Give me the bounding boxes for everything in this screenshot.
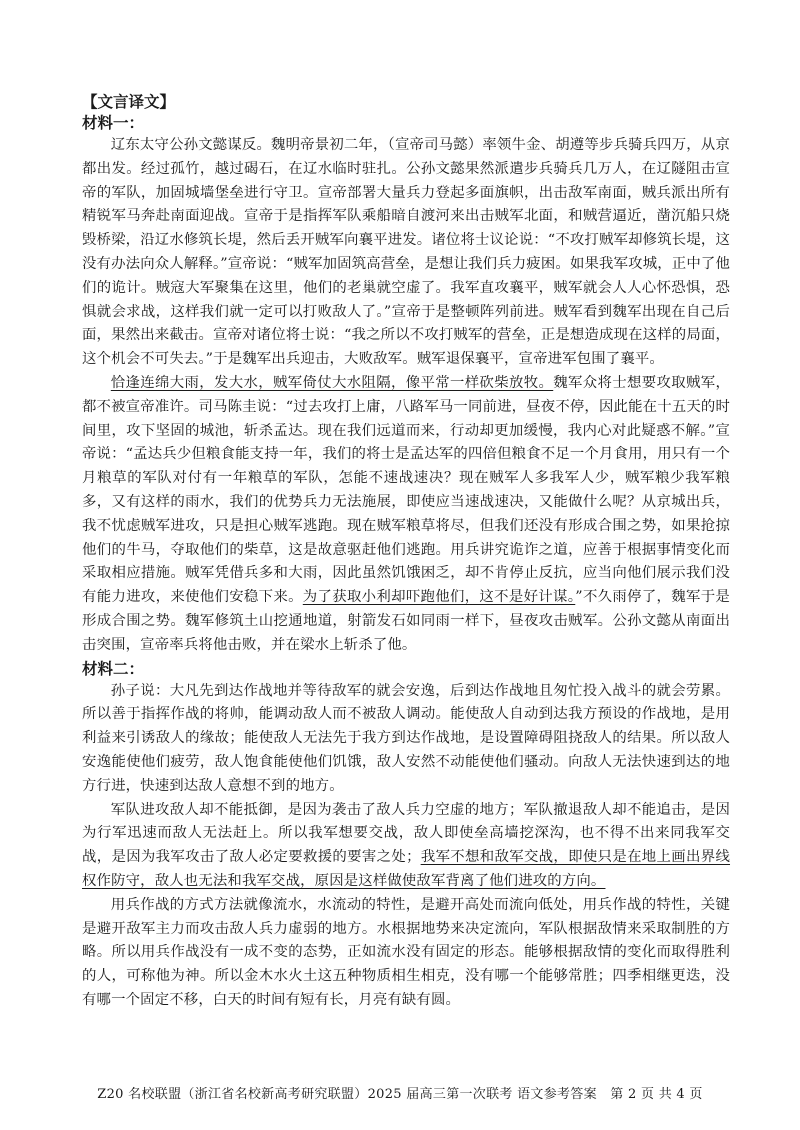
paragraph-text: 不久雨停了，魏军于是形成合围之势。魏军修筑土山挖通地道，射箭发石如同雨一样下，昼夜攻击贼军。公孙文懿从南面出击突围，宣帝率兵将他击败，并在梁水上斩杀了他。 bbox=[82, 589, 730, 653]
material-1-paragraph-1: 辽东太守公孙文懿谋反。魏明帝景初二年，（宣帝司马懿）率领牛金、胡遵等步兵骑兵四万，从京都出发。经过孤竹，越过碣石，在辽水临时驻扎。公孙文懿果然派遣步兵骑兵几万人，在辽隧阻击宣帝的军队，加固城墙堡垒进行守卫。宣帝部署大量兵力登起多面旗帜，出击敌军南面，贼兵派出所有精锐军马奔赴南面迎战。宣帝于是指挥军队乘船暗自渡河来出击贼军北面，和贼营逼近，凿沉船只烧毁桥梁，沿辽水修筑长堤，然后丢开贼军向襄平进发。诸位将士议论说：“不攻打贼军却修筑长堤，这没有办法向众人解释。”宣帝说：“贼军加固筑高营垒，是想让我们兵力疲困。如果我军攻城，正中了他们的诡计。贼寇大军聚集在这里，他们的老巢就空虚了。我军直攻襄平，贼军就会人人心怀恐惧，恐惧就会求战，这样我们就一定可以打败敌人了。”宣帝于是整顿阵列前进。贼军看到魏军出现在自己后面，果然出来截击。宣帝对诸位将士说：“我之所以不攻打贼军的营垒，正是想造成现在这样的局面，这个机会不可失去。”于是魏军出兵迎击，大败敌军。贼军退保襄平，宣帝进军包围了襄平。 bbox=[82, 137, 730, 368]
answer-page bbox=[82, 92, 730, 1013]
closing-quote: ” bbox=[575, 589, 583, 606]
material-1-label: 材料一： bbox=[82, 114, 145, 132]
material-1-paragraph-2 bbox=[82, 372, 730, 658]
material-2-label: 材料二： bbox=[82, 659, 145, 678]
paragraph-text: 魏军众将士想要攻取贼军，都不被宣帝准许。司马陈圭说：“过去攻打上庸，八路军马一同前进，昼夜不停，因此能在十五天的时间里，攻下坚固的城池，斩杀孟达。现在我们远道而来，行动却更加缓慢，我内心对此疑惑不解。”宣帝说：“孟达兵少但粮食能支持一年，我们的将士是孟达军的四倍但粮食不足一个月食用，用只有一个月粮草的军队对付有一年粮草的军队，怎能不速战速决？现在贼军人多我军人少，贼军粮少我军粮多，又有这样的雨水，我们的优势兵力无法施展，即使应当速战速决，又能做什么呢？从京城出兵，我不忧虑贼军进攻，只是担心贼军逃跑。现在贼军粮草将尽，但我们还没有形成合围之势，如果抢掠他们的牛马，夺取他们的柴草，这是故意驱赶他们逃跑。用兵讲究诡诈之道，应善于根据事情变化而采取相应措施。贼军凭借兵多和大雨，因此虽然饥饿困乏，却不肯停止反抗，应当向他们展示我们没有能力进攻，来使他们安稳下来。 bbox=[82, 374, 730, 606]
material-2-paragraph-1: 孙子说：大凡先到达作战地并等待敌军的就会安逸，后到达作战地且匆忙投入战斗的就会劳累。所以善于指挥作战的将帅，能调动敌人而不被敌人调动。能使敌人自动到达我方预设的作战地，是用利益来引诱敌人的缘故；能使敌人无法先于我方到达作战地，是设置障碍阻挠敌人的结果。所以敌人安逸能使他们疲劳，敌人饱食能使他们饥饿，敌人安然不动能使他们骚动。向敌人无法快速到达的地方行进，快速到达敌人意想不到的地方。 bbox=[82, 682, 730, 794]
underlined-sentence: 我军不想和敌军交战，即使只是在地上画出界线权作防守，敌人也无法和我军交战，原因是这样做使敌军背离了他们进攻的方向。 bbox=[82, 849, 731, 889]
material-2-paragraph-3: 用兵作战的方式方法就像流水，水流动的特性，是避开高处而流向低处，用兵作战的特性，关键是避开敌军主力而攻击敌人兵力虚弱的地方。水根据地势来决定流向，军队根据敌情来采取制胜的方略。所以用兵作战没有一成不变的态势，正如流水没有固定的形态。能够根据敌情的变化而取得胜利的人，可称他为神。所以金木水火土这五种物质相生相克，没有哪一个能够常胜；四季相继更迭，没有哪一个固定不移，白天的时间有短有长，月亮有缺有圆。 bbox=[82, 896, 730, 1008]
paragraph-text: 军队进攻敌人却不能抵御，是因为袭击了敌人兵力空虚的地方；军队撤退敌人却不能追击，是因为行军迅速而敌人无法赶上。所以我军想要交战，敌人即使垒高墙挖深沟，也不得不出来同我军交战，是因为我军攻击了敌人必定要救援的要害之处； bbox=[82, 801, 730, 866]
page-footer: Z20 名校联盟（浙江省名校新高考研究联盟）2025 届高三第一次联考 语文参考答案 第 2 页 共 4 页 bbox=[97, 1087, 703, 1102]
underlined-sentence: 为了获取小利却吓跑他们，这不是好计谋。 bbox=[302, 589, 576, 606]
section-title: 【文言译文】 bbox=[82, 93, 176, 111]
material-2-paragraph-2 bbox=[82, 799, 730, 894]
underlined-sentence: 恰逢连绵大雨，发大水，贼军倚仗大水阻隔，像平常一样砍柴放牧。 bbox=[110, 374, 554, 391]
